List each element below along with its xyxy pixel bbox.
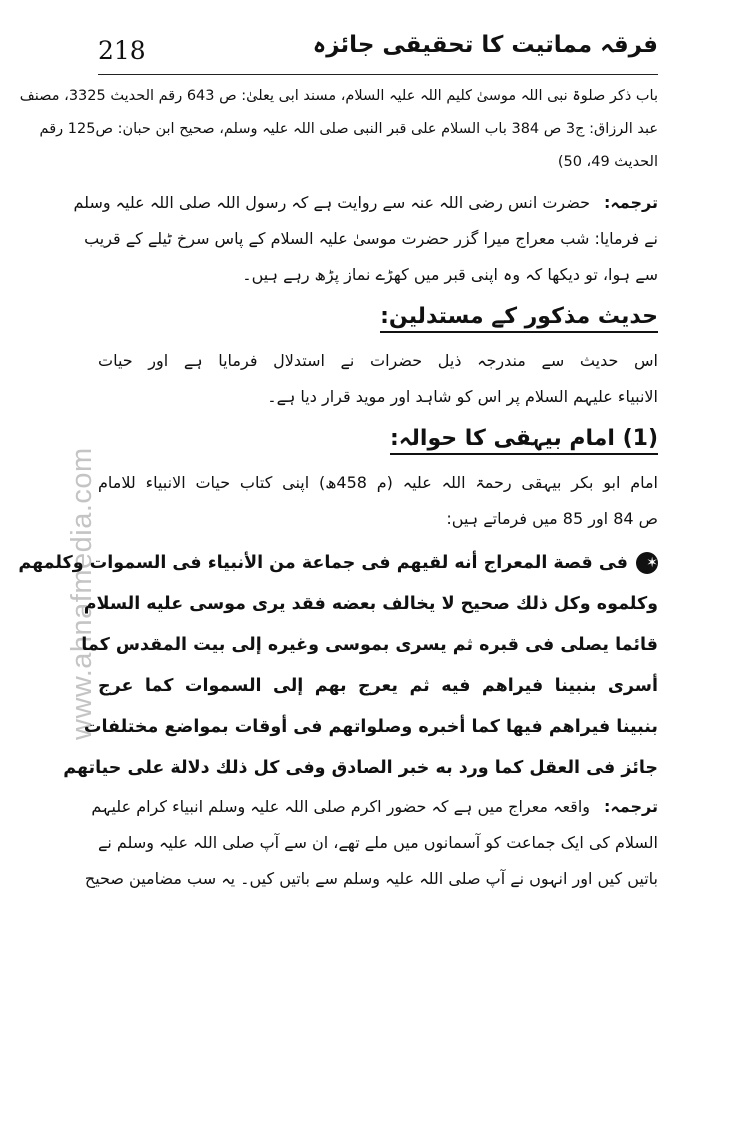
translation-label: ترجمہ: xyxy=(604,193,658,212)
section-heading-text: حدیث مذکور کے مستدلین: xyxy=(380,304,658,333)
translation-label: ترجمہ: xyxy=(604,797,658,816)
arabic-quote-line: بنبینا فیراهم فیها کما أخبره وصلواتهم فی أوقات بمواضع مختلفات xyxy=(83,717,658,737)
page-header xyxy=(98,30,658,72)
star-in-circle-icon: ✶ xyxy=(636,552,658,574)
paragraph-line: امام ابو بکر بیہقی رحمۃ اللہ علیہ (م 458ھ) اپنی کتاب حیات الانبیاء للامام xyxy=(98,473,659,492)
section-heading xyxy=(98,297,658,337)
translation-line: السلام کی ایک جماعت کو آسمانوں میں ملے تھے، ان سے آپ صلی اللہ علیہ وسلم نے xyxy=(97,833,658,852)
reference-line: الحدیث 49، 50) xyxy=(557,154,658,170)
page-number: 218 xyxy=(98,36,146,65)
translation-text: حضرت انس رضی اللہ عنہ سے روایت ہے کہ رسول اللہ صلی اللہ علیہ وسلم xyxy=(73,193,590,212)
paragraph-line: الانبیاء علیہم السلام پر اس کو شاہد اور موید قرار دیا ہے۔ xyxy=(267,387,658,406)
subsection-heading-text: (1) امام بیہقی کا حوالہ: xyxy=(390,426,658,455)
paragraph xyxy=(98,465,658,537)
arabic-quote-line: أسری بنبینا فیراهم فیه ثم یعرج بهم إلی السموات کما عرج xyxy=(98,676,658,696)
arabic-quote-line: قائما یصلی فی قبره ثم یسری بموسی وغیره إلی بیت المقدس کما xyxy=(81,635,658,655)
translation-line: باتیں کیں اور انہوں نے آپ صلی اللہ علیہ وسلم سے باتیں کیں۔ یہ سب مضامین صحیح xyxy=(84,869,658,888)
translation-block xyxy=(84,789,658,897)
watermark-url: www.ahnafmedia.com xyxy=(66,447,98,740)
paragraph-line: اس حدیث سے مندرجہ ذیل حضرات نے استدلال فرمایا ہے اور حیات xyxy=(98,351,658,370)
header-rule xyxy=(98,74,658,75)
arabic-quote-line: جائز فی العقل کما ورد به خبر الصادق وفی کل ذلك دلالة علی حیاتهم xyxy=(63,758,658,778)
reference-block xyxy=(19,80,658,179)
translation-block xyxy=(73,185,658,293)
paragraph xyxy=(98,343,658,415)
reference-line: عبد الرزاق: ج3 ص 384 باب السلام علی قبر النبی صلی اللہ علیہ وسلم، صحیح ابن حبان: ص125 رقم xyxy=(39,121,658,137)
subsection-heading xyxy=(98,419,658,459)
running-title: فرقہ مماتیت کا تحقیقی جائزہ xyxy=(312,32,658,58)
translation-text: واقعہ معراج میں ہے کہ حضور اکرم صلی اللہ علیہ وسلم انبیاء کرام علیہم xyxy=(91,797,590,816)
arabic-quote-line xyxy=(18,543,658,584)
translation-line xyxy=(73,185,658,221)
arabic-quote-text: فی قصة المعراج أنه لقیهم فی جماعة من الأنبیاء فی السموات وکلمهم xyxy=(18,553,628,573)
paragraph-line: ص 84 اور 85 میں فرماتے ہیں: xyxy=(446,509,658,528)
translation-line xyxy=(91,789,658,825)
translation-line: نے فرمایا: شب معراج میرا گزر حضرت موسیٰ علیہ السلام کے پاس سرخ ٹیلے کے قریب xyxy=(84,229,658,248)
arabic-quote-line: وکلموه وکل ذلك صحیح لا یخالف بعضه فقد یری موسى علیه السلام xyxy=(83,594,658,614)
translation-line: سے ہوا، تو دیکھا کہ وہ اپنی قبر میں کھڑے نماز پڑھ رہے ہیں۔ xyxy=(242,265,658,284)
reference-line: باب ذکر صلوۃ نبی اللہ موسیٰ کلیم اللہ علیہ السلام، مسند ابی یعلیٰ: ص 643 رقم الحدیث 3325، مصنف xyxy=(19,88,658,104)
